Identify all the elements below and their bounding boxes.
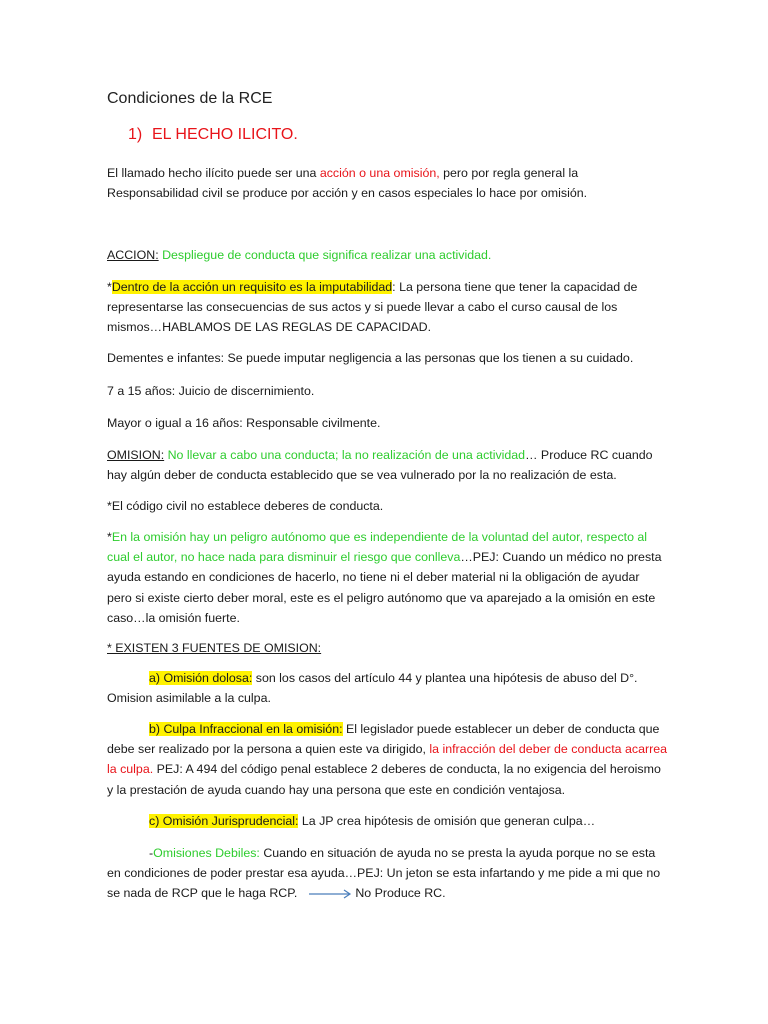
page-title: Condiciones de la RCE [107, 90, 273, 107]
bullet-star: * [107, 530, 112, 544]
dementes-paragraph: Dementes e infantes: Se puede imputar negligencia a las personas que los tienen a su cuidado. [107, 351, 634, 365]
fuentes-heading: * EXISTEN 3 FUENTES DE OMISION: [107, 641, 322, 655]
accion-label: ACCION: [107, 248, 159, 262]
omision-def: No llevar a cabo una conducta; la no realización de una actividad [164, 448, 526, 462]
fuente-b-text-1: El legislador puede establecer un deber de conducta que debe ser realizado por la persona a quien este va dirigido, [107, 722, 660, 757]
omisiones-debiles-paragraph [107, 843, 667, 904]
edad-discernimiento: 7 a 15 años: Juicio de discernimiento. [107, 384, 315, 398]
accion-def: Despliegue de conducta que significa realizar una actividad. [158, 248, 492, 262]
accion-definition [107, 245, 667, 265]
codigo-civil-paragraph: *El código civil no establece deberes de conducta. [107, 499, 384, 513]
peligro-green-text: En la omisión hay un peligro autónomo que es independiente de la voluntad del autor, respecto al cual el autor, no hace nada para disminuir el riesgo que conlleva [107, 530, 648, 565]
peligro-text: …PEJ: Cuando un médico no presta ayuda estando en condiciones de hacerlo, no tiene ni el deber material ni la obligación de ayudar pero si existe cierto deber moral, este es el peligro autónomo que va aparejado a la omisión en este caso…la omisión fuerte. [107, 550, 662, 625]
intro-text-a: El llamado hecho ilícito puede ser una [107, 166, 320, 180]
imputabilidad-paragraph [107, 277, 667, 338]
bullet-star: * [107, 280, 112, 294]
section-number: 1) [128, 126, 143, 143]
omision-definition [107, 445, 667, 485]
omisiones-debiles-label: Omisiones Debiles: [153, 846, 260, 860]
fuente-b-text-2: PEJ: A 494 del código penal establece 2 deberes de conducta, la no exigencia del heroismo y la prestación de ayuda cuando hay una persona que este en condición ventajosa. [107, 762, 661, 797]
intro-text-highlight: acción o una omisión, [319, 166, 440, 180]
fuente-c-paragraph [107, 811, 667, 831]
omision-label: OMISION: [107, 448, 165, 462]
fuente-a-paragraph [107, 668, 667, 708]
section-heading-hecho-ilicito [128, 126, 298, 144]
dash: - [149, 846, 154, 860]
fuente-c-highlight: c) Omisión Jurisprudencial: [149, 814, 299, 828]
imputabilidad-text: La persona tiene que tener la capacidad de representarse las consecuencias de sus actos y si puede llevar a cabo el curso causal de los mismos…HABLAMOS DE LAS REGLAS DE CAPACIDAD. [107, 280, 638, 335]
peligro-autonomo-paragraph [107, 527, 667, 628]
fuente-a-highlight: a) Omisión dolosa: [149, 671, 253, 685]
imputabilidad-highlight: Dentro de la acción un requisito es la imputabilidad [111, 280, 393, 294]
section-heading-text: EL HECHO ILICITO. [152, 126, 298, 143]
fuente-b-highlight: b) Culpa Infraccional en la omisión: [149, 722, 343, 736]
intro-text-c: pero por regla general la Responsabilidad civil se produce por acción y en casos especiales lo hace por omisión. [107, 166, 588, 201]
omisiones-debiles-text: Cuando en situación de ayuda no se presta la ayuda porque no se esta en condiciones de poder prestar esa ayuda…PEJ: Un jeton se esta infartando y me pide a mi que no se nada de RCP que le haga RCP. [107, 846, 661, 901]
intro-paragraph [107, 163, 667, 203]
fuente-b-red-text: la infracción del deber de conducta acarrea la culpa. [107, 742, 668, 777]
fuente-b-paragraph [107, 719, 667, 800]
omision-text: … Produce RC cuando hay algún deber de conducta establecido que se vea vulnerado por la no realización de esta. [107, 448, 653, 483]
edad-responsable: Mayor o igual a 16 años: Responsable civilmente. [107, 416, 381, 430]
right-arrow-icon [309, 889, 353, 899]
colon: : [392, 280, 396, 294]
fuente-a-text: son los casos del artículo 44 y plantea una hipótesis de abuso del D°. Omision asimilable a la culpa. [107, 671, 638, 706]
no-produce-rc: No Produce RC. [355, 886, 446, 901]
fuente-c-text: La JP crea hipótesis de omisión que generan culpa… [298, 814, 596, 828]
